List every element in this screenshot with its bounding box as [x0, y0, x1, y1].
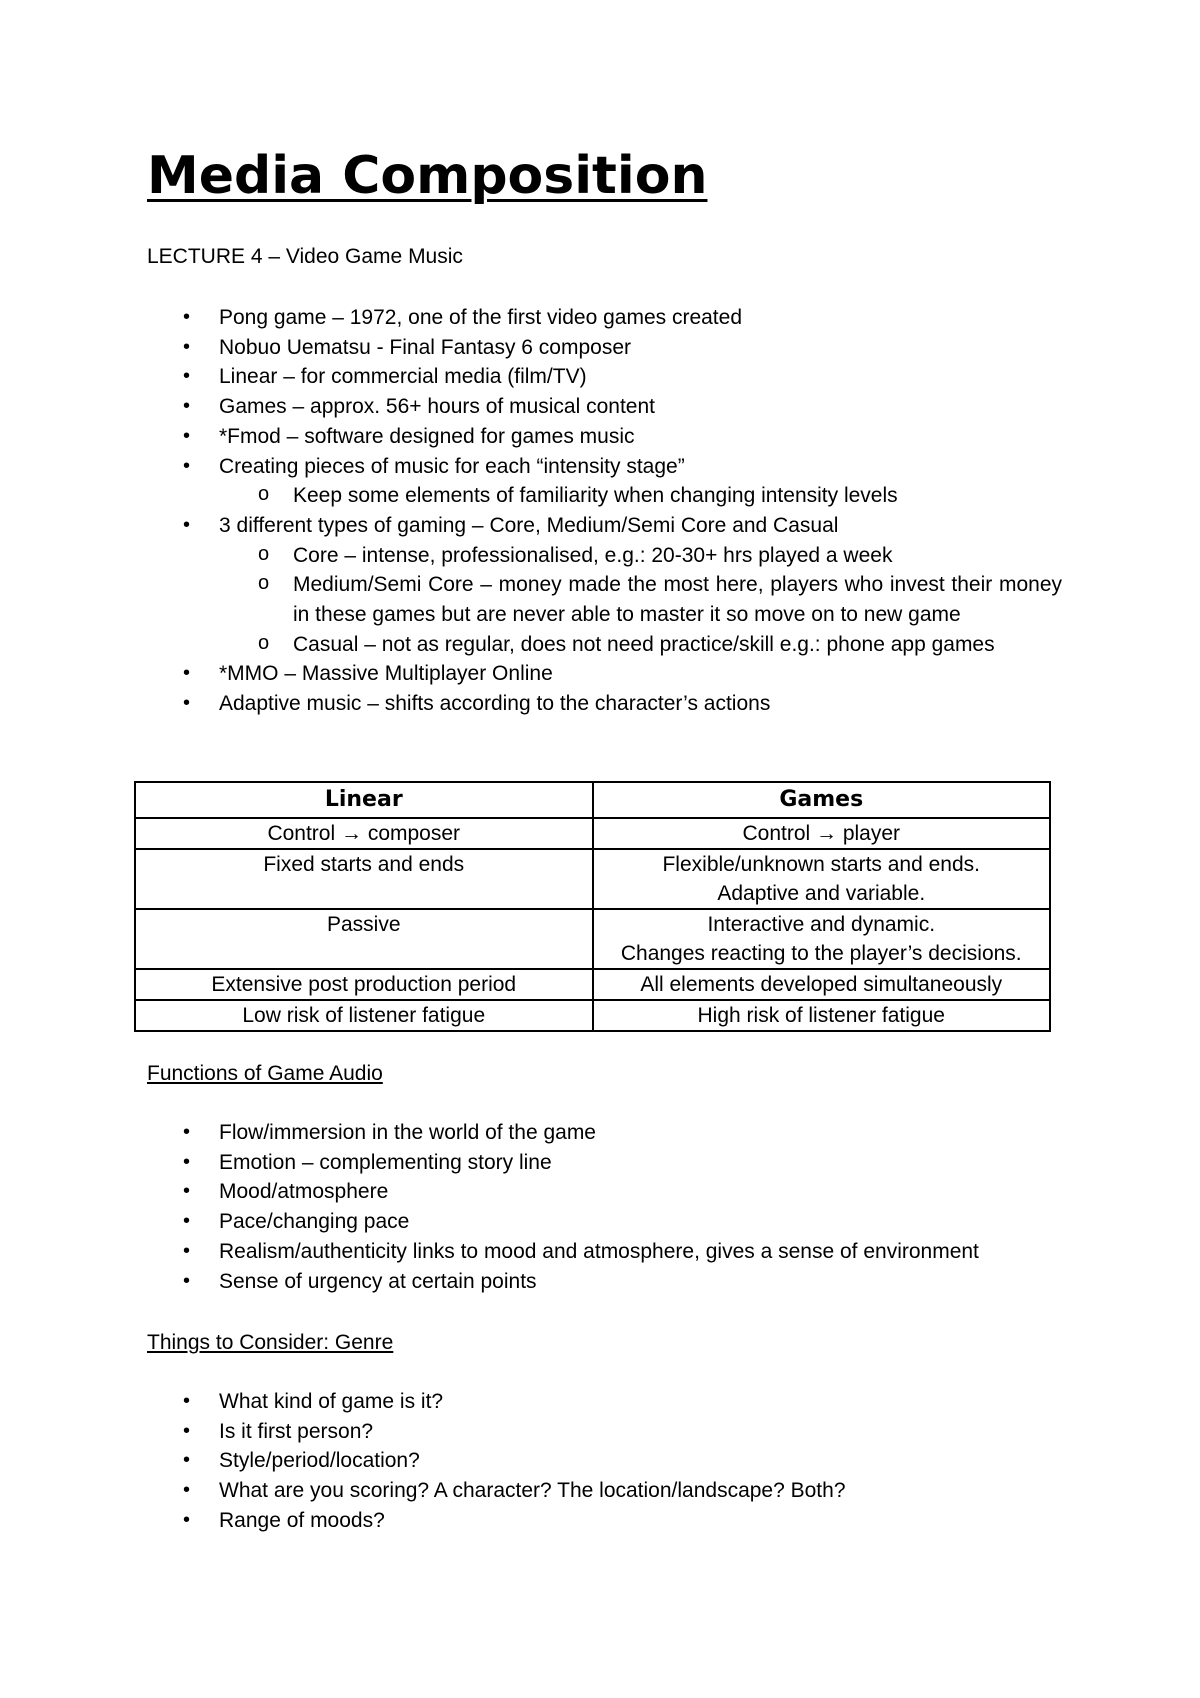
- genre-bullet-list: [147, 1387, 1062, 1536]
- table-row: [135, 1000, 1050, 1031]
- bullet-item: • Mood/atmosphere: [147, 1177, 1062, 1207]
- sub-bullet-item: o Medium/Semi Core – money made the most here, players who invest their money in these games but are never able to master it so move on to new game: [147, 570, 1062, 629]
- genre-heading: Things to Consider: Genre: [147, 1331, 394, 1354]
- linear-cell: [135, 818, 593, 849]
- table-row: [135, 969, 1050, 1000]
- bullet-item: • *MMO – Massive Multiplayer Online: [147, 659, 1062, 689]
- bullet-item: • Nobuo Uematsu - Final Fantasy 6 composer: [147, 333, 1062, 363]
- linear-cell: [135, 969, 593, 1000]
- linear-cell: [135, 1000, 593, 1031]
- intro-bullet-list: [147, 303, 1062, 719]
- cell-text: Passive: [326, 913, 401, 936]
- bullet-item: • Flow/immersion in the world of the game: [147, 1118, 1062, 1148]
- bullet-item: • Realism/authenticity links to mood and atmosphere, gives a sense of environment: [147, 1237, 1062, 1267]
- bullet-item: • Style/period/location?: [147, 1446, 1062, 1476]
- cell-text: Adaptive and variable.: [717, 882, 926, 905]
- bullet-item: • *Fmod – software designed for games music: [147, 422, 1062, 452]
- cell-text: Low risk of listener fatigue: [242, 1004, 486, 1027]
- cell-text: Fixed starts and ends: [263, 853, 465, 876]
- table-body: [135, 818, 1050, 1031]
- cell-text: Flexible/unknown starts and ends.: [662, 853, 980, 876]
- games-cell: [593, 849, 1051, 909]
- linear-cell: [135, 909, 593, 969]
- functions-heading: Functions of Game Audio: [147, 1062, 383, 1085]
- cell-text: Extensive post production period: [211, 973, 517, 996]
- table-header-games: Games: [593, 782, 1051, 818]
- table-header-linear: Linear: [135, 782, 593, 818]
- sub-bullet-item: o Casual – not as regular, does not need practice/skill e.g.: phone app games: [147, 630, 1062, 660]
- linear-vs-games-table: [134, 781, 1051, 1032]
- bullet-item: • Emotion – complementing story line: [147, 1148, 1062, 1178]
- table-header-row: [135, 782, 1050, 818]
- sub-bullet-item: o Core – intense, professionalised, e.g.: 20-30+ hrs played a week: [147, 541, 1062, 571]
- functions-bullet-list: [147, 1118, 1062, 1296]
- cell-text: High risk of listener fatigue: [697, 1004, 945, 1027]
- bullet-item: • 3 different types of gaming – Core, Medium/Semi Core and Casual: [147, 511, 1062, 541]
- bullet-item: • Creating pieces of music for each “intensity stage”: [147, 452, 1062, 482]
- table-row: [135, 909, 1050, 969]
- bullet-item: • Is it first person?: [147, 1417, 1062, 1447]
- bullet-item: • Linear – for commercial media (film/TV): [147, 362, 1062, 392]
- games-cell: [593, 909, 1051, 969]
- bullet-item: • Adaptive music – shifts according to the character’s actions: [147, 689, 1062, 719]
- table-row: [135, 818, 1050, 849]
- bullet-item: • What kind of game is it?: [147, 1387, 1062, 1417]
- cell-text: Interactive and dynamic.: [707, 913, 936, 936]
- cell-text: Control → composer: [267, 822, 461, 845]
- bullet-item: • Pace/changing pace: [147, 1207, 1062, 1237]
- bullet-item: • What are you scoring? A character? The location/landscape? Both?: [147, 1476, 1062, 1506]
- games-cell: [593, 1000, 1051, 1031]
- bullet-item: • Sense of urgency at certain points: [147, 1267, 1062, 1297]
- cell-text: Changes reacting to the player’s decisions.: [620, 942, 1022, 965]
- bullet-item: • Games – approx. 56+ hours of musical content: [147, 392, 1062, 422]
- bullet-item: • Pong game – 1972, one of the first video games created: [147, 303, 1062, 333]
- games-cell: [593, 969, 1051, 1000]
- sub-bullet-item: o Keep some elements of familiarity when changing intensity levels: [147, 481, 1062, 511]
- cell-text: Control → player: [742, 822, 901, 845]
- linear-cell: [135, 849, 593, 909]
- games-cell: [593, 818, 1051, 849]
- lecture-heading: LECTURE 4 – Video Game Music: [147, 245, 463, 268]
- document-title: Media Composition: [147, 146, 708, 206]
- cell-text: All elements developed simultaneously: [640, 973, 1003, 996]
- bullet-item: • Range of moods?: [147, 1506, 1062, 1536]
- table-row: [135, 849, 1050, 909]
